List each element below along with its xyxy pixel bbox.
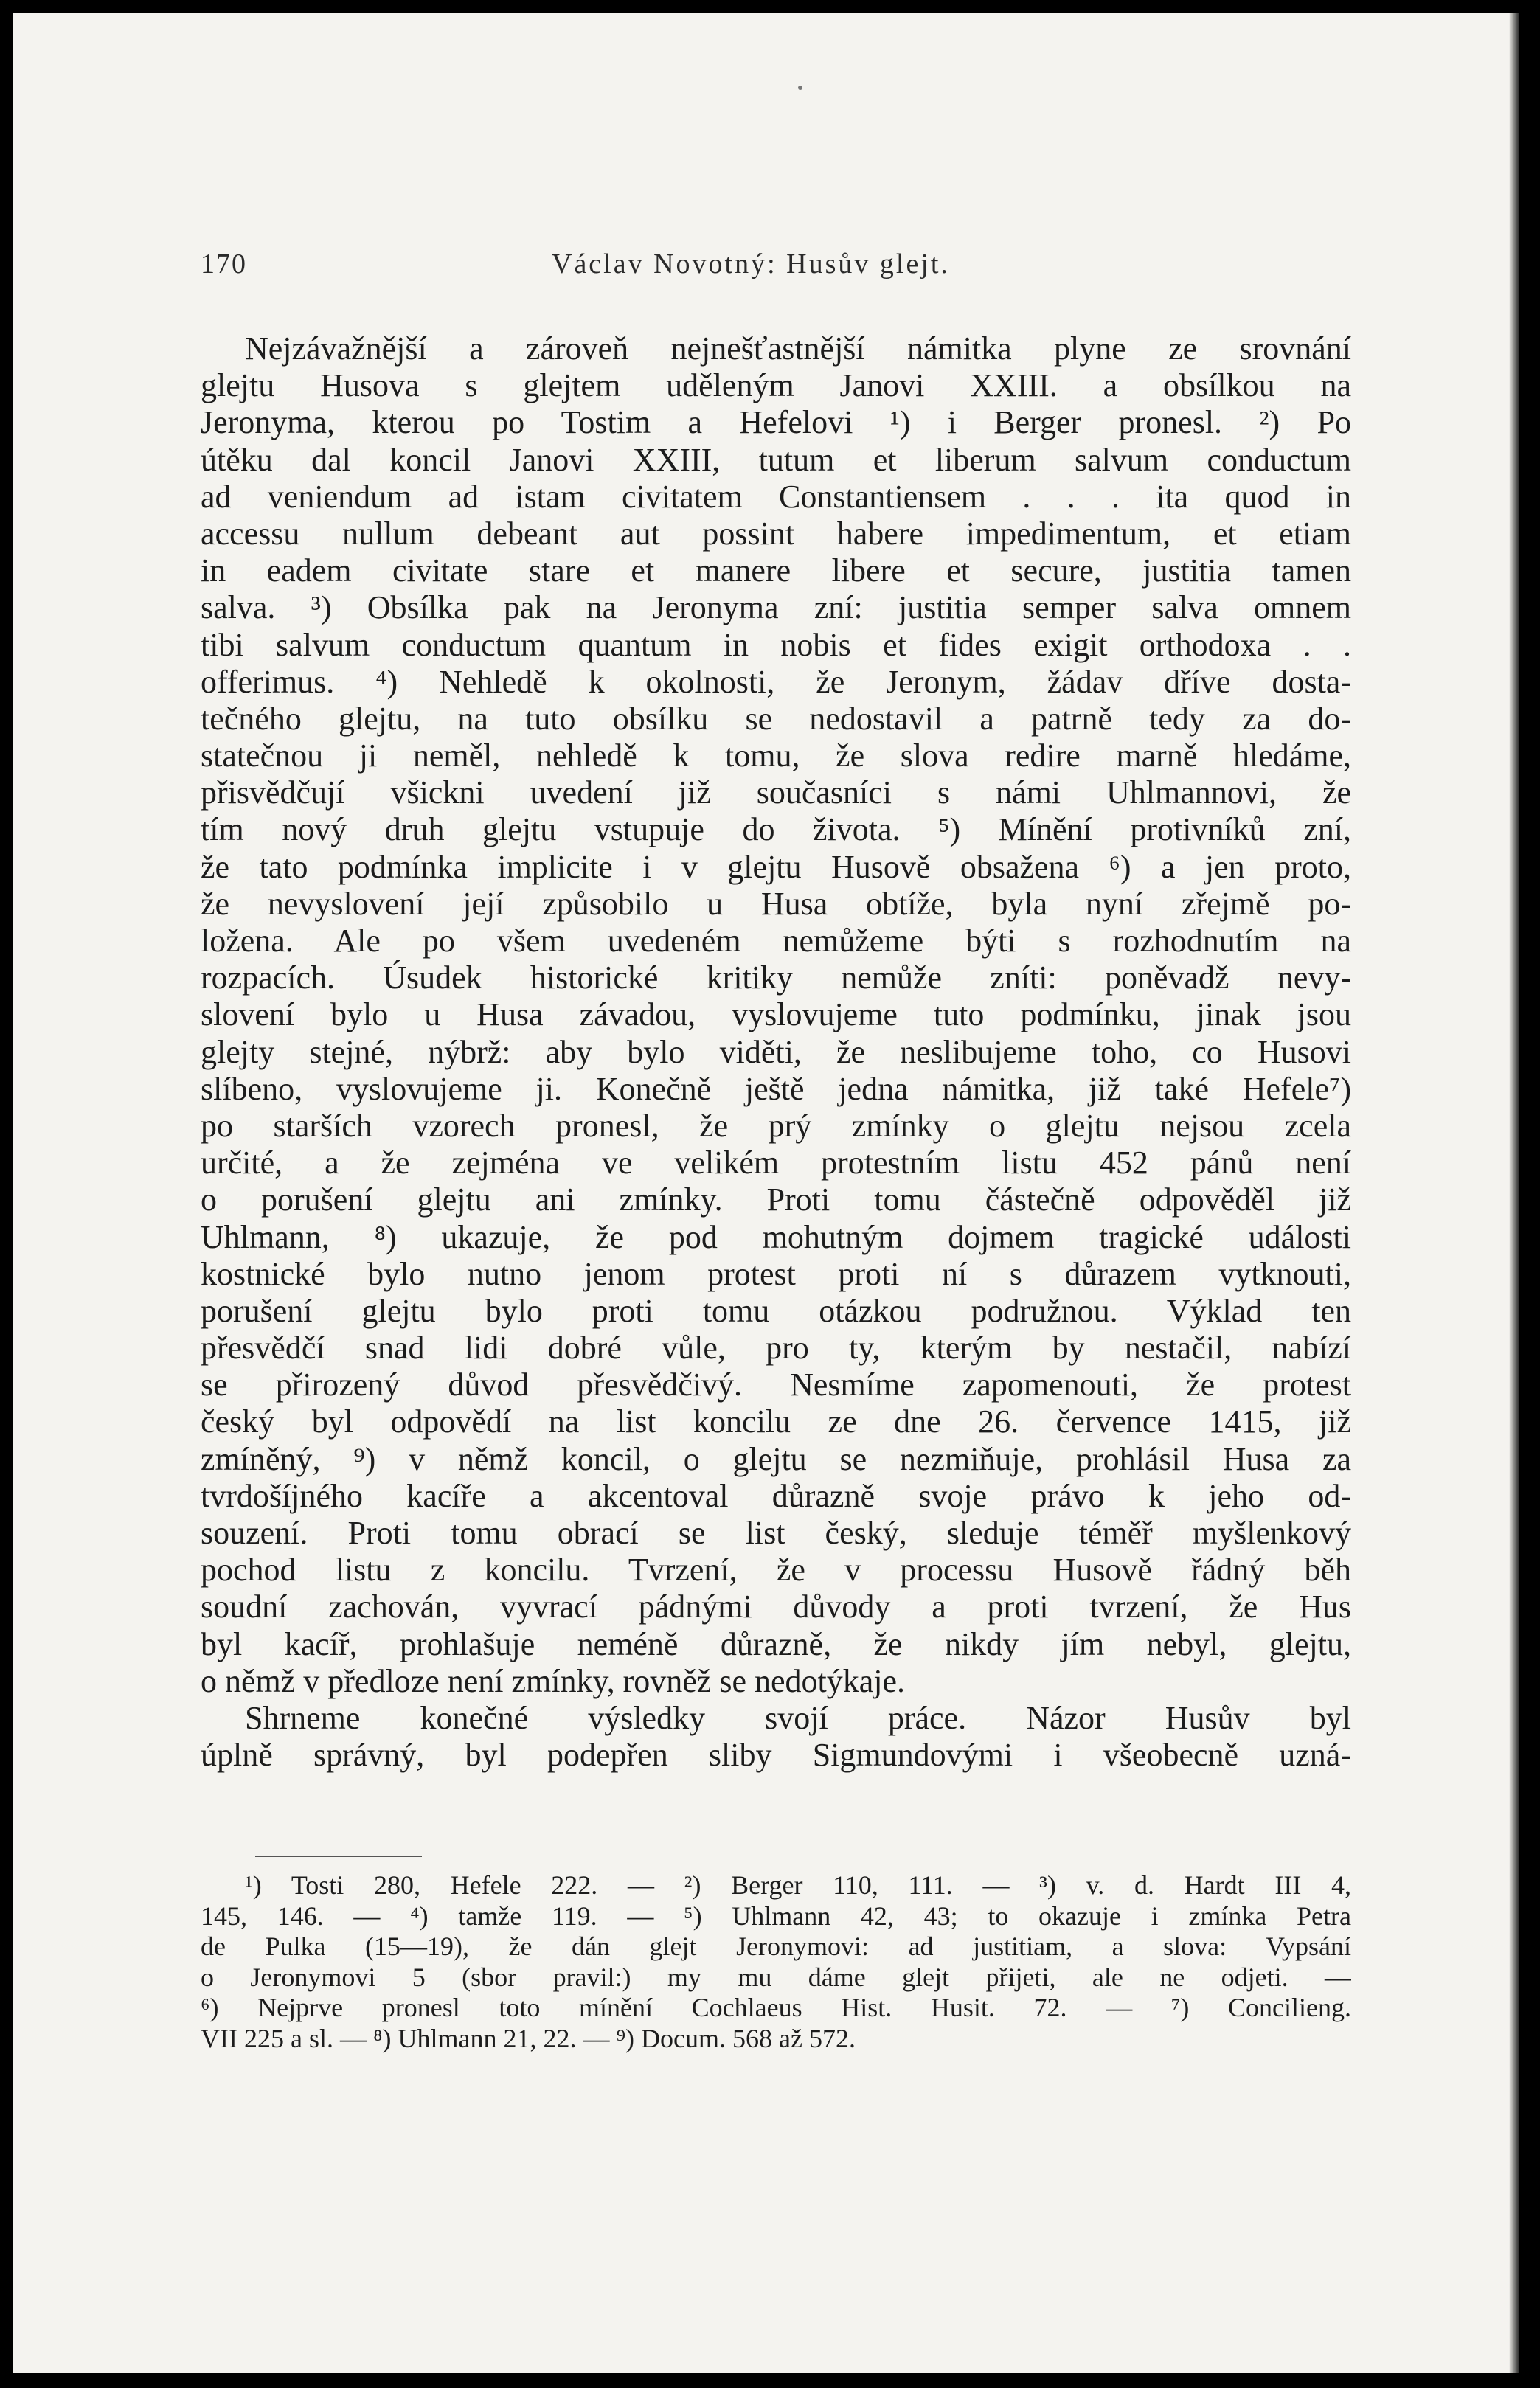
text-line: glejtu Husova s glejtem uděleným Janovi XXIII. a obsílkou na: [201, 367, 1351, 404]
text-line: slovení bylo u Husa závadou, vyslovujeme tuto podmínku, jinak jsou: [201, 996, 1351, 1033]
scanned-page: [13, 13, 1519, 2373]
text-line: o němž v předloze není zmínky, rovněž se nedotýkaje.: [201, 1662, 906, 1699]
text-line: glejty stejné, nýbrž: aby bylo viděti, že neslibujeme toho, co Husovi: [201, 1033, 1351, 1070]
text-line: Shrneme konečné výsledky svojí práce. Názor Husův byl: [245, 1699, 1351, 1736]
text-line: úplně správný, byl podepřen sliby Sigmundovými i všeobecně uzná-: [201, 1737, 1351, 1774]
footnote-line: ¹) Tosti 280, Hefele 222. — ²) Berger 110, 111. — ³) v. d. Hardt III 4,: [245, 1870, 1351, 1900]
running-head: [201, 248, 1351, 292]
text-line: accessu nullum debeant aut possint habere impedimentum, et etiam: [201, 515, 1351, 552]
text-line: slíbeno, vyslovujeme ji. Konečně ještě jedna námitka, již také Hefele⁷): [201, 1070, 1351, 1107]
text-line: rozpacích. Úsudek historické kritiky nemůže zníti: poněvadž nevy-: [201, 959, 1351, 996]
text-line: že nevyslovení její způsobilo u Husa obtíže, byla nyní zřejmě po-: [201, 885, 1351, 922]
footnote-line: 145, 146. — ⁴) tamže 119. — ⁵) Uhlmann 42, 43; to okazuje i zmínka Petra: [201, 1901, 1351, 1931]
text-line: tím nový druh glejtu vstupuje do života. ⁵) Mínění protivníků zní,: [201, 811, 1351, 848]
text-line: po starších vzorech pronesl, že prý zmínky o glejtu nejsou zcela: [201, 1107, 1351, 1144]
text-line: určité, a že zejména ve velikém protestním listu 452 pánů není: [201, 1145, 1351, 1181]
footnote-line: o Jeronymovi 5 (sbor pravil:) my mu dáme glejt přijeti, ale ne odjeti. —: [201, 1962, 1351, 1992]
text-line: Nejzávažnější a zároveň nejnešťastnější námitka plyne ze srovnání: [245, 330, 1351, 367]
footnote-line: de Pulka (15—19), že dán glejt Jeronymovi: ad justitiam, a slova: Vypsání: [201, 1931, 1351, 1961]
running-title: Václav Novotný: Husův glejt.: [552, 249, 950, 280]
text-line: útěku dal koncil Janovi XXIII, tutum et liberum salvum conductum: [201, 441, 1351, 478]
dust-speck: [798, 86, 802, 90]
text-line: soudní zachován, vyvrací pádnými důvody a proti tvrzení, že Hus: [201, 1589, 1351, 1625]
text-line: souzení. Proti tomu obrací se list český, sleduje téměř myšlenkový: [201, 1515, 1351, 1551]
text-line: tvrdošíjného kacíře a akcentoval důrazně svoje právo k jeho od-: [201, 1477, 1351, 1514]
text-line: se přirozený důvod přesvědčivý. Nesmíme zapomenouti, že protest: [201, 1367, 1351, 1403]
text-line: pochod listu z koncilu. Tvrzení, že v processu Husově řádný běh: [201, 1552, 1351, 1589]
text-line: Jeronyma, kterou po Tostim a Hefelovi ¹) i Berger pronesl. ²) Po: [201, 404, 1351, 441]
footnote-divider: [255, 1856, 422, 1857]
page-edge-shadow: [1509, 13, 1519, 2373]
page-number: 170: [201, 249, 247, 280]
text-line: statečnou ji neměl, nehledě k tomu, že slova redire marně hledáme,: [201, 737, 1351, 774]
text-line: tečného glejtu, na tuto obsílku se nedostavil a patrně tedy za do-: [201, 700, 1351, 737]
text-line: přisvědčují všickni uvedení již současníci s námi Uhlmannovi, že: [201, 774, 1351, 811]
footnotes: [201, 1870, 1351, 2054]
text-line: ložena. Ale po všem uvedeném nemůžeme býti s rozhodnutím na: [201, 923, 1351, 959]
text-line: offerimus. ⁴) Nehledě k okolnosti, že Jeronym, žádav dříve dosta-: [201, 663, 1351, 700]
text-line: zmíněný, ⁹) v němž koncil, o glejtu se nezmiňuje, prohlásil Husa za: [201, 1440, 1351, 1477]
text-line: salva. ³) Obsílka pak na Jeronyma zní: justitia semper salva omnem: [201, 589, 1351, 626]
text-line: byl kacíř, prohlašuje neméně důrazně, že nikdy jím nebyl, glejtu,: [201, 1625, 1351, 1662]
text-line: kostnické bylo nutno jenom protest proti ní s důrazem vytknouti,: [201, 1255, 1351, 1292]
text-line: Uhlmann, ⁸) ukazuje, že pod mohutným dojmem tragické události: [201, 1218, 1351, 1255]
footnote-line: ⁶) Nejprve pronesl toto mínění Cochlaeus Hist. Husit. 72. — ⁷) Concilieng.: [201, 1993, 1351, 2022]
main-text: [201, 330, 1351, 1774]
text-line: tibi salvum conductum quantum in nobis et fides exigit orthodoxa . .: [201, 626, 1351, 663]
text-line: český byl odpovědí na list koncilu ze dne 26. července 1415, již: [201, 1403, 1351, 1440]
text-line: porušení glejtu bylo proti tomu otázkou podružnou. Výklad ten: [201, 1292, 1351, 1329]
text-line: in eadem civitate stare et manere libere et secure, justitia tamen: [201, 552, 1351, 589]
footnote-line: VII 225 a sl. — ⁸) Uhlmann 21, 22. — ⁹) Docum. 568 až 572.: [201, 2023, 856, 2053]
text-line: že tato podmínka implicite i v glejtu Husově obsažena ⁶) a jen proto,: [201, 848, 1351, 885]
text-line: ad veniendum ad istam civitatem Constantiensem . . . ita quod in: [201, 478, 1351, 515]
text-line: přesvědčí snad lidi dobré vůle, pro ty, kterým by nestačil, nabízí: [201, 1330, 1351, 1367]
text-line: o porušení glejtu ani zmínky. Proti tomu částečně odpověděl již: [201, 1181, 1351, 1218]
